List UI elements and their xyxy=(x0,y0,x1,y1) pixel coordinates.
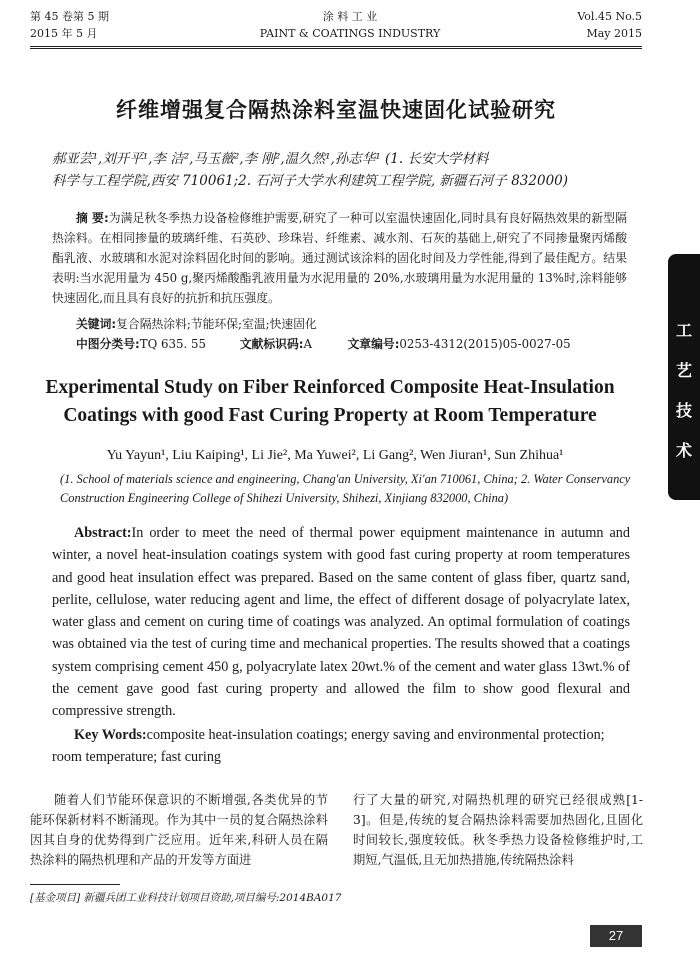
footnote-divider xyxy=(30,884,120,885)
body-paragraph-right: 行了大量的研究,对隔热机理的研究已经很成熟[1-3]。但是,传统的复合隔热涂料需要加热固化,且固化时间较长,强度较低。秋冬季热力设备检修维护时,工期短,气温低,且无加热措施,传统隔热涂料 xyxy=(353,793,643,867)
side-tab-char: 艺 xyxy=(675,361,692,380)
doc-code-value: A xyxy=(303,337,312,351)
side-tab-char: 术 xyxy=(675,441,692,460)
volume-issue-en: Vol.45 No.5 xyxy=(577,10,642,23)
keywords-cn-label: 关键词: xyxy=(76,317,117,331)
page-number: 27 xyxy=(590,925,642,947)
side-tab-char: 技 xyxy=(675,401,692,420)
affiliations-en: (1. School of materials science and engineering, Chang'an University, Xi'an 710061, China; 2. Water Conservancy Construction Engineering College of Shihezi University, Shihezi, Xinjiang 832000, China) xyxy=(60,472,631,505)
abstract-en-label: Abstract: xyxy=(74,525,132,541)
date-en: May 2015 xyxy=(586,27,642,40)
abstract-cn-label: 摘 要: xyxy=(76,211,109,225)
keywords-en-text: composite heat-insulation coatings; energy saving and environmental protection; room temperature; fast curing xyxy=(52,727,605,766)
abstract-en xyxy=(52,522,630,723)
abstract-cn-text: 为满足秋冬季热力设备检修维护需要,研究了一种可以室温快速固化,同时具有良好隔热效果的新型隔热涂料。在相同掺量的玻璃纤维、石英砂、珍珠岩、纤维素、减水剂、石灰的基础上,研究了不同掺量聚丙烯酸酯乳液、水玻璃和水泥对涂料固化时间的影响。通过测试该涂料的固化时间及力学性能,得到了最佳配方。结果表明:当水泥用量为 450 g,聚丙烯酸酯乳液用量为水泥用量的 20%,水玻璃用量为水泥用量的 13%时,涂料能够快速固化,而且具有良好的抗折和抗压强度。 xyxy=(52,211,627,305)
abstract-en-text: In order to meet the need of thermal power equipment maintenance in autumn and winter, a novel heat-insulation coatings system with good fast curing property at room temperatures and good heat insulation effect was prepared. Based on the same content of glass fiber, quartz sand, perlite, cellulose, water reducing agent and lime, the effect of different dosage of polyacrylate latex, water glass and cement on curing time of coatings was analyzed. An optimal formulation of coatings was obtained via the test of curing time and mechanical properties. The results showed that a coatings system comprising cement 450 g, polyacrylate latex 20wt.% of the cement and water glass 13wt.% of the cement gave good fast curing property and allowed the film to show good flexural and compressive strength. xyxy=(52,525,630,720)
journal-name-en: PAINT & COATINGS INDUSTRY xyxy=(259,27,441,40)
abstract-cn xyxy=(52,208,627,308)
date-cn: 2015 年 5 月 xyxy=(30,27,98,40)
title-en-line2: Coatings with good Fast Curing Property at Room Temperature xyxy=(63,405,597,426)
authors-en: Yu Yayun¹, Liu Kaiping¹, Li Jie², Ma Yuwei², Li Gang², Wen Jiuran¹, Sun Zhihua¹ xyxy=(106,448,564,463)
title-en xyxy=(20,374,640,430)
keywords-cn xyxy=(76,314,317,334)
volume-issue-cn: 第 45 卷第 5 期 xyxy=(30,10,109,23)
authors-cn-line1: 郝亚芸¹,刘开平¹,李 洁²,马玉薇²,李 刚²,温久然¹,孙志华¹ (1. 长安大学材料 xyxy=(52,151,489,167)
side-tab-char: 工 xyxy=(675,321,692,340)
section-side-tab xyxy=(668,254,700,500)
journal-name-cn: 涂 料 工 业 xyxy=(322,10,378,23)
header-divider-second xyxy=(30,48,642,49)
title-en-line1: Experimental Study on Fiber Reinforced Composite Heat-Insulation xyxy=(45,377,615,398)
keywords-en-label: Key Words: xyxy=(74,727,147,743)
body-paragraph-left: 随着人们节能环保意识的不断增强,各类优异的节能环保新材料不断涌现。作为其中一员的复合隔热涂料因其自身的优势得到广泛应用。近年来,科研人员在隔热涂料的隔热机理和产品的开发等方面进 xyxy=(30,793,328,867)
article-number-label: 文章编号: xyxy=(347,337,400,351)
keywords-cn-text: 复合隔热涂料;节能环保;室温;快速固化 xyxy=(116,317,317,331)
title-cn: 纤维增强复合隔热涂料室温快速固化试验研究 xyxy=(116,98,556,122)
keywords-en xyxy=(52,724,630,769)
classification-line xyxy=(76,334,636,354)
doc-code-label: 文献标识码: xyxy=(239,337,304,351)
article-number-value: 0253-4312(2015)05-0027-05 xyxy=(399,337,571,351)
clc-value: TQ 635. 55 xyxy=(139,337,207,351)
header-divider xyxy=(30,46,642,47)
journal-issue-info-en xyxy=(577,8,642,42)
clc-label: 中图分类号: xyxy=(76,337,140,351)
authors-cn xyxy=(52,148,627,192)
authors-cn-line2: 科学与工程学院,西安 710061;2. 石河子大学水利建筑工程学院, 新疆石河子 832000) xyxy=(52,173,569,189)
body-column-right xyxy=(353,790,643,870)
footnote-funding: [基金项目] 新疆兵团工业科技计划项目资助,项目编号:2014BA017 xyxy=(30,892,342,904)
body-column-left xyxy=(30,790,328,870)
